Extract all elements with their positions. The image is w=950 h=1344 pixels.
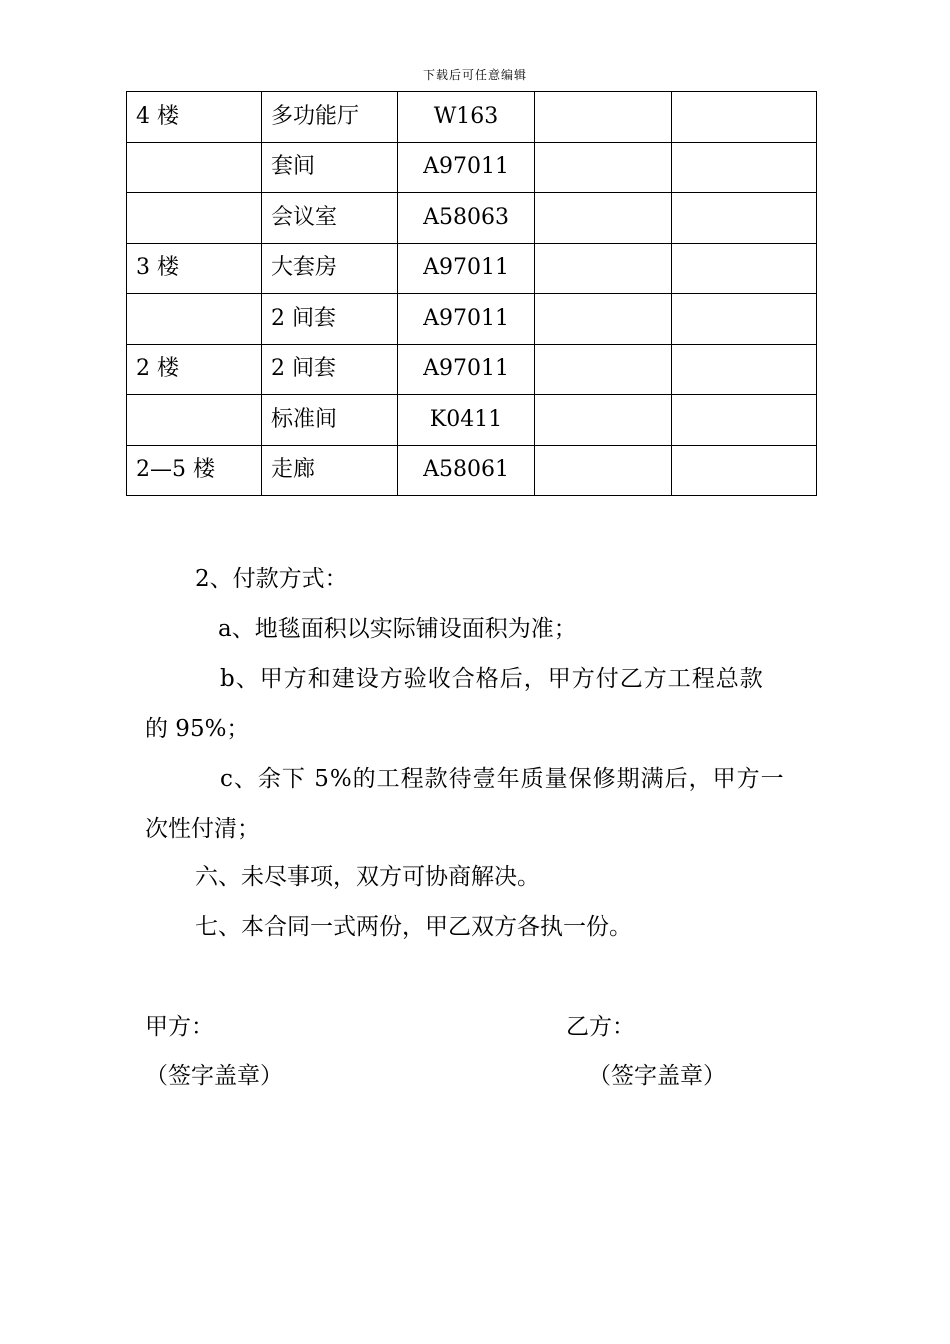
table-row: [127, 395, 817, 446]
table-body: [127, 92, 817, 496]
room-cell: 套间: [262, 142, 398, 193]
payment-item-a: a、地毯面积以实际铺设面积为准；: [218, 616, 577, 642]
material-code-cell: W163: [398, 92, 535, 143]
payment-item-b-line2: 的 95%；: [145, 716, 250, 742]
material-code-cell: A58061: [398, 445, 535, 496]
material-code-cell: A97011: [398, 142, 535, 193]
floor-cell: 2—5 楼: [127, 445, 262, 496]
table-row: [127, 92, 817, 143]
table-row: [127, 445, 817, 496]
floor-cell: 2 楼: [127, 344, 262, 395]
material-code-cell: A97011: [398, 344, 535, 395]
room-cell: 2 间套: [262, 344, 398, 395]
payment-item-b-line1: b、甲方和建设方验收合格后，甲方付乙方工程总款: [220, 666, 764, 692]
empty-cell: [672, 142, 817, 193]
room-material-table: [126, 91, 817, 496]
empty-cell: [672, 193, 817, 244]
table-row: [127, 193, 817, 244]
empty-cell: [535, 445, 672, 496]
party-a-label: 甲方：: [145, 1014, 214, 1040]
empty-cell: [672, 344, 817, 395]
party-a-seal-label: （签字盖章）: [145, 1063, 283, 1089]
payment-item-c-line1: c、余下 5%的工程款待壹年质量保修期满后，甲方一: [220, 766, 785, 792]
payment-item-c-line2: 次性付清；: [145, 816, 260, 842]
empty-cell: [535, 243, 672, 294]
clause-seven: 七、本合同一式两份，甲乙双方各执一份。: [195, 914, 632, 940]
room-cell: 多功能厅: [262, 92, 398, 143]
floor-cell: 3 楼: [127, 243, 262, 294]
party-b-seal-label: （签字盖章）: [588, 1063, 726, 1089]
page-header-note: 下载后可任意编辑: [422, 68, 527, 82]
empty-cell: [672, 92, 817, 143]
room-cell: 会议室: [262, 193, 398, 244]
room-cell: 走廊: [262, 445, 398, 496]
material-code-cell: A58063: [398, 193, 535, 244]
empty-cell: [535, 344, 672, 395]
clause-six: 六、未尽事项，双方可协商解决。: [195, 864, 540, 890]
floor-cell: [127, 142, 262, 193]
party-b-label: 乙方：: [566, 1014, 635, 1040]
floor-cell: [127, 193, 262, 244]
floor-cell: 4 楼: [127, 92, 262, 143]
material-code-cell: K0411: [398, 395, 535, 446]
empty-cell: [535, 395, 672, 446]
material-code-cell: A97011: [398, 243, 535, 294]
material-code-cell: A97011: [398, 294, 535, 345]
empty-cell: [535, 92, 672, 143]
floor-cell: [127, 395, 262, 446]
empty-cell: [535, 142, 672, 193]
table-row: [127, 142, 817, 193]
room-cell: 标准间: [262, 395, 398, 446]
payment-method-title: 2、付款方式：: [195, 566, 348, 592]
empty-cell: [672, 395, 817, 446]
empty-cell: [672, 294, 817, 345]
room-cell: 大套房: [262, 243, 398, 294]
table-row: [127, 243, 817, 294]
table-row: [127, 294, 817, 345]
floor-cell: [127, 294, 262, 345]
room-cell: 2 间套: [262, 294, 398, 345]
empty-cell: [672, 243, 817, 294]
empty-cell: [672, 445, 817, 496]
table-row: [127, 344, 817, 395]
empty-cell: [535, 193, 672, 244]
empty-cell: [535, 294, 672, 345]
